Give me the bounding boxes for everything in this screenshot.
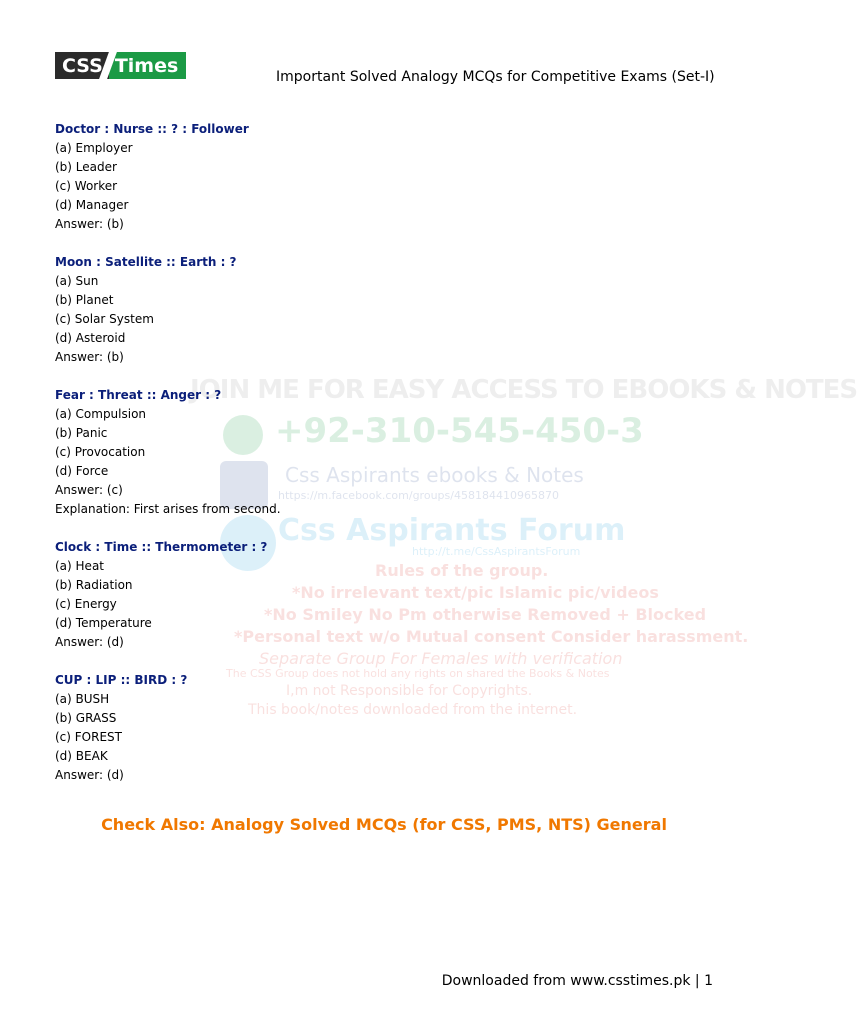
question-block	[55, 386, 715, 519]
option: (b) Planet	[55, 293, 114, 307]
watermark-rule: Separate Group For Females with verification	[259, 649, 623, 668]
option: (b) GRASS	[55, 711, 117, 725]
mcq-list	[55, 120, 715, 804]
question-block	[55, 671, 715, 785]
watermark-rule: *No Smiley No Pm otherwise Removed + Blocked	[264, 605, 707, 624]
question-title: Fear : Threat :: Anger : ?	[55, 388, 222, 402]
option: (a) Heat	[55, 559, 104, 573]
question-title: Clock : Time :: Thermometer : ?	[55, 540, 268, 554]
option: (c) Worker	[55, 179, 118, 193]
option: (d) Temperature	[55, 616, 152, 630]
watermark-rules-title: Rules of the group.	[375, 561, 549, 580]
option: (a) BUSH	[55, 692, 110, 706]
option: (a) Sun	[55, 274, 99, 288]
question-title: Moon : Satellite :: Earth : ?	[55, 255, 237, 269]
answer: Answer: (b)	[55, 350, 124, 364]
answer: Answer: (c)	[55, 483, 123, 497]
option: (c) Provocation	[55, 445, 146, 459]
watermark-tg-url: http://t.me/CssAspirantsForum	[412, 545, 581, 558]
footer-download-note: Downloaded from www.csstimes.pk | 1	[441, 973, 713, 989]
question-title: CUP : LIP :: BIRD : ?	[55, 673, 188, 687]
question-block	[55, 120, 715, 234]
option: (a) Employer	[55, 141, 133, 155]
page-title: Important Solved Analogy MCQs for Competitive Exams (Set-I)	[276, 69, 715, 85]
watermark-rule: The CSS Group does not hold any rights on shared the Books & Notes	[226, 667, 610, 680]
check-also-link[interactable]: Check Also: Analogy Solved MCQs (for CSS, PMS, NTS) General	[101, 815, 667, 834]
watermark-rule: I,m not Responsible for Copyrights.	[286, 683, 533, 699]
option: (d) Force	[55, 464, 109, 478]
watermark-fb-title: Css Aspirants ebooks & Notes	[285, 463, 584, 487]
question-title: Doctor : Nurse :: ? : Follower	[55, 122, 249, 136]
option: (c) FOREST	[55, 730, 122, 744]
watermark-join-text: JOIN ME FOR EASY ACCESS TO EBOOKS & NOTES	[190, 375, 857, 405]
option: (d) BEAK	[55, 749, 108, 763]
logo-text-times	[109, 52, 186, 79]
option: (b) Panic	[55, 426, 108, 440]
csstimes-logo	[55, 52, 186, 79]
option: (b) Leader	[55, 160, 117, 174]
logo-text-css: CSS	[55, 52, 109, 79]
question-block	[55, 538, 715, 652]
answer: Answer: (d)	[55, 635, 124, 649]
watermark-rule: *Personal text w/o Mutual consent Consider harassment.	[234, 627, 749, 646]
answer: Answer: (d)	[55, 768, 124, 782]
watermark-phone: +92-310-545-450-3	[275, 411, 644, 451]
answer: Answer: (b)	[55, 217, 124, 231]
option: (c) Energy	[55, 597, 117, 611]
question-block	[55, 253, 715, 367]
explanation: Explanation: First arises from second.	[55, 502, 281, 516]
option: (b) Radiation	[55, 578, 133, 592]
option: (a) Compulsion	[55, 407, 147, 421]
watermark-rule: This book/notes downloaded from the internet.	[248, 702, 578, 718]
option: (d) Manager	[55, 198, 129, 212]
option: (c) Solar System	[55, 312, 154, 326]
option: (d) Asteroid	[55, 331, 126, 345]
watermark-forum: Css Aspirants Forum	[278, 513, 626, 548]
logo-text-times-label: Times	[114, 55, 179, 77]
watermark-fb-url: https://m.facebook.com/groups/458184410965870	[278, 489, 559, 502]
watermark-rule: *No irrelevant text/pic Islamic pic/videos	[292, 583, 659, 602]
